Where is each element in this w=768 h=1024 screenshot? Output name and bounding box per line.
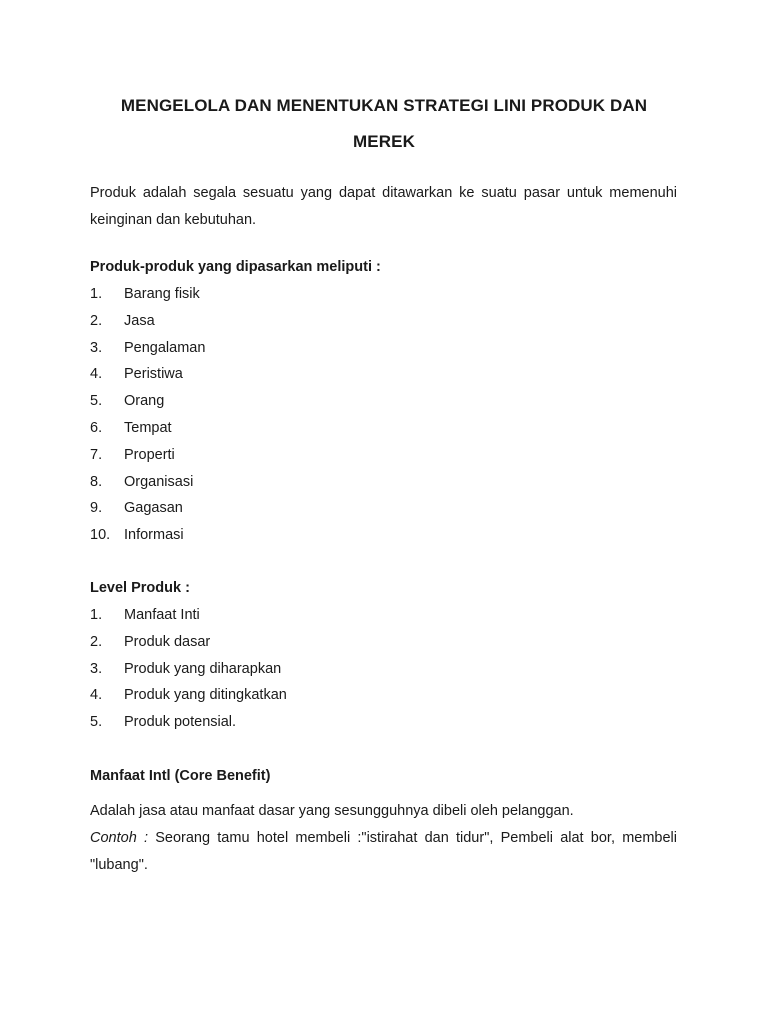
list-number: 3. <box>90 339 103 356</box>
list-number: 2. <box>90 312 103 329</box>
list-text: Manfaat Inti <box>124 607 200 623</box>
list-text: Organisasi <box>124 473 194 490</box>
list-text: Gagasan <box>124 500 183 517</box>
list-text: Peristiwa <box>124 366 183 383</box>
example-text: Seorang tamu hotel membeli :"istirahat dan tidur", Pembeli alat bor, membeli "lubang". <box>90 830 677 873</box>
list-number: 10. <box>90 527 111 544</box>
example-label: Contoh : <box>90 830 149 846</box>
example-paragraph <box>90 825 677 879</box>
list-text: Barang fisik <box>124 286 200 302</box>
list-text: Pengalaman <box>124 339 206 356</box>
list-text: Properti <box>124 446 175 463</box>
list-number: 5. <box>90 714 103 731</box>
list-text: Produk yang ditingkatkan <box>124 687 287 704</box>
list-number: 9. <box>90 500 103 517</box>
list-number: 4. <box>90 687 103 704</box>
list-text: Produk dasar <box>124 633 211 650</box>
list-text: Orang <box>124 393 165 410</box>
levels-heading: Level Produk : <box>90 580 190 596</box>
list-number: 1. <box>90 607 103 623</box>
core-benefit-heading: Manfaat Intl (Core Benefit) <box>90 768 271 784</box>
list-number: 2. <box>90 633 103 650</box>
core-benefit-definition: Adalah jasa atau manfaat dasar yang sesungguhnya dibeli oleh pelanggan. <box>90 803 574 819</box>
document-title: MENGELOLA DAN MENENTUKAN STRATEGI LINI PRODUK DAN MEREK <box>120 96 648 151</box>
list-number: 3. <box>90 660 103 677</box>
list-text: Tempat <box>124 419 172 436</box>
list-number: 6. <box>90 419 103 436</box>
list-number: 8. <box>90 473 103 490</box>
products-heading: Produk-produk yang dipasarkan meliputi : <box>90 259 381 275</box>
list-number: 7. <box>90 446 103 463</box>
intro-paragraph: Produk adalah segala sesuatu yang dapat ditawarkan ke suatu pasar untuk memenuhi keinginan dan kebutuhan. <box>90 185 677 228</box>
list-number: 1. <box>90 286 103 302</box>
list-number: 5. <box>90 393 103 410</box>
list-text: Produk yang diharapkan <box>124 660 282 677</box>
list-number: 4. <box>90 366 103 383</box>
list-text: Informasi <box>124 527 184 544</box>
list-text: Produk potensial. <box>124 714 237 731</box>
list-text: Jasa <box>124 312 155 329</box>
